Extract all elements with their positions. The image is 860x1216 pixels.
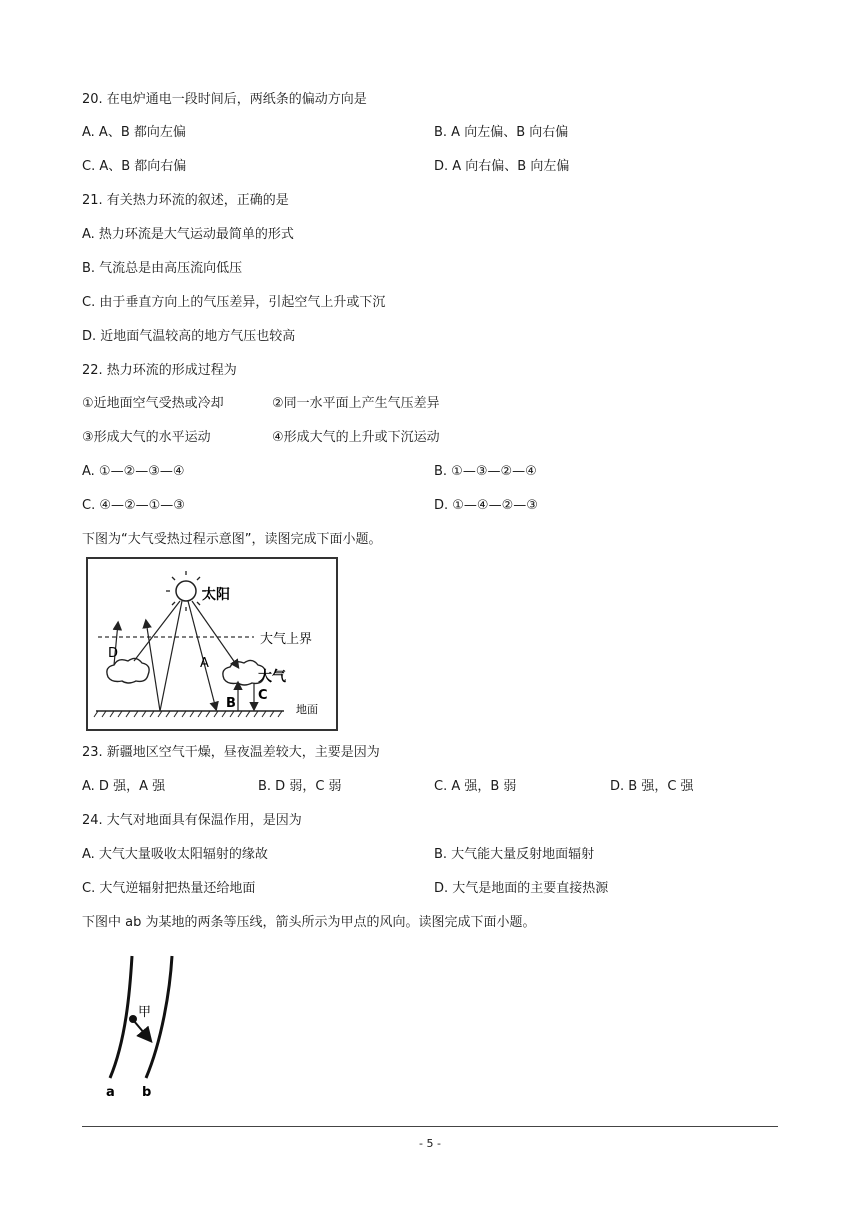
q23-stem: 23. 新疆地区空气干燥，昼夜温差较大，主要是因为: [82, 745, 380, 760]
footer-divider: [82, 1126, 778, 1127]
q21-option-b: B. 气流总是由高压流向低压: [82, 261, 243, 276]
ground-label: 地面: [296, 703, 318, 716]
q20-option-a: A. A、B 都向左偏: [82, 125, 186, 140]
q23-option-a: A. D 强，A 强: [82, 779, 166, 794]
q21-option-a: A. 热力环流是大气运动最简单的形式: [82, 227, 294, 242]
q20-option-d: D. A 向右偏、B 向左偏: [434, 159, 570, 174]
q22-option-a: A. ①—②—③—④: [82, 464, 185, 479]
q22-option-b: B. ①—③—②—④: [434, 464, 537, 479]
q22-option-c: C. ④—②—①—③: [82, 498, 185, 513]
ray-to-right-cloud: [192, 601, 238, 667]
atmospheric-heating-diagram: [86, 557, 338, 731]
label-b: B: [226, 696, 236, 711]
q24-option-a: A. 大气大量吸收太阳辐射的缘故: [82, 847, 268, 862]
isobar-diagram: [96, 950, 196, 1100]
q21-option-c: C. 由于垂直方向上的气压差异，引起空气上升或下沉: [82, 295, 386, 310]
q23-option-d: D. B 强，C 强: [610, 779, 694, 794]
ray-to-left-cloud: [134, 601, 180, 661]
ray-to-ground-left: [160, 601, 182, 711]
ground-hatching: [94, 711, 282, 717]
q20-option-b: B. A 向左偏、B 向右偏: [434, 125, 569, 140]
label-c: C: [258, 688, 268, 703]
q20-stem: 20. 在电炉通电一段时间后，两纸条的偏动方向是: [82, 92, 367, 107]
q20-option-c: C. A、B 都向右偏: [82, 159, 187, 174]
left-cloud-icon: [107, 658, 149, 683]
q24-stem: 24. 大气对地面具有保温作用，是因为: [82, 813, 302, 828]
isobar-b-label: b: [142, 1085, 152, 1100]
q22-option-d: D. ①—④—②—③: [434, 498, 538, 513]
q24-option-b: B. 大气能大量反射地面辐射: [434, 847, 595, 862]
q24-option-d: D. 大气是地面的主要直接热源: [434, 881, 609, 896]
q22-step-3: ③形成大气的水平运动: [82, 430, 211, 445]
q22-step-4: ④形成大气的上升或下沉运动: [272, 430, 440, 445]
page-number: - 5 -: [419, 1137, 441, 1150]
sun-icon: [166, 571, 206, 611]
label-a: A: [200, 656, 209, 671]
q23-option-b: B. D 弱，C 弱: [258, 779, 342, 794]
figure1-intro: 下图为“大气受热过程示意图”，读图完成下面小题。: [82, 532, 382, 547]
q22-step-2: ②同一水平面上产生气压差异: [272, 396, 440, 411]
sun-label: 太阳: [202, 587, 230, 603]
q21-stem: 21. 有关热力环流的叙述，正确的是: [82, 193, 289, 208]
q24-option-c: C. 大气逆辐射把热量还给地面: [82, 881, 256, 896]
q22-step-1: ①近地面空气受热或冷却: [82, 396, 224, 411]
atmosphere-top-label: 大气上界: [260, 632, 313, 647]
q22-stem: 22. 热力环流的形成过程为: [82, 363, 237, 378]
wind-arrow: [134, 1021, 150, 1040]
isobar-a-label: a: [106, 1085, 115, 1100]
figure2-intro: 下图中 ab 为某地的两条等压线，箭头所示为甲点的风向。读图完成下面小题。: [82, 915, 536, 930]
point-jia-label: 甲: [138, 1005, 152, 1020]
isobar-a: [110, 956, 132, 1078]
label-d: D: [108, 646, 119, 661]
atmosphere-label: 大气: [258, 669, 286, 685]
arrow-a: [188, 601, 216, 709]
q21-option-d: D. 近地面气温较高的地方气压也较高: [82, 329, 296, 344]
q23-option-c: C. A 强，B 弱: [434, 779, 517, 794]
